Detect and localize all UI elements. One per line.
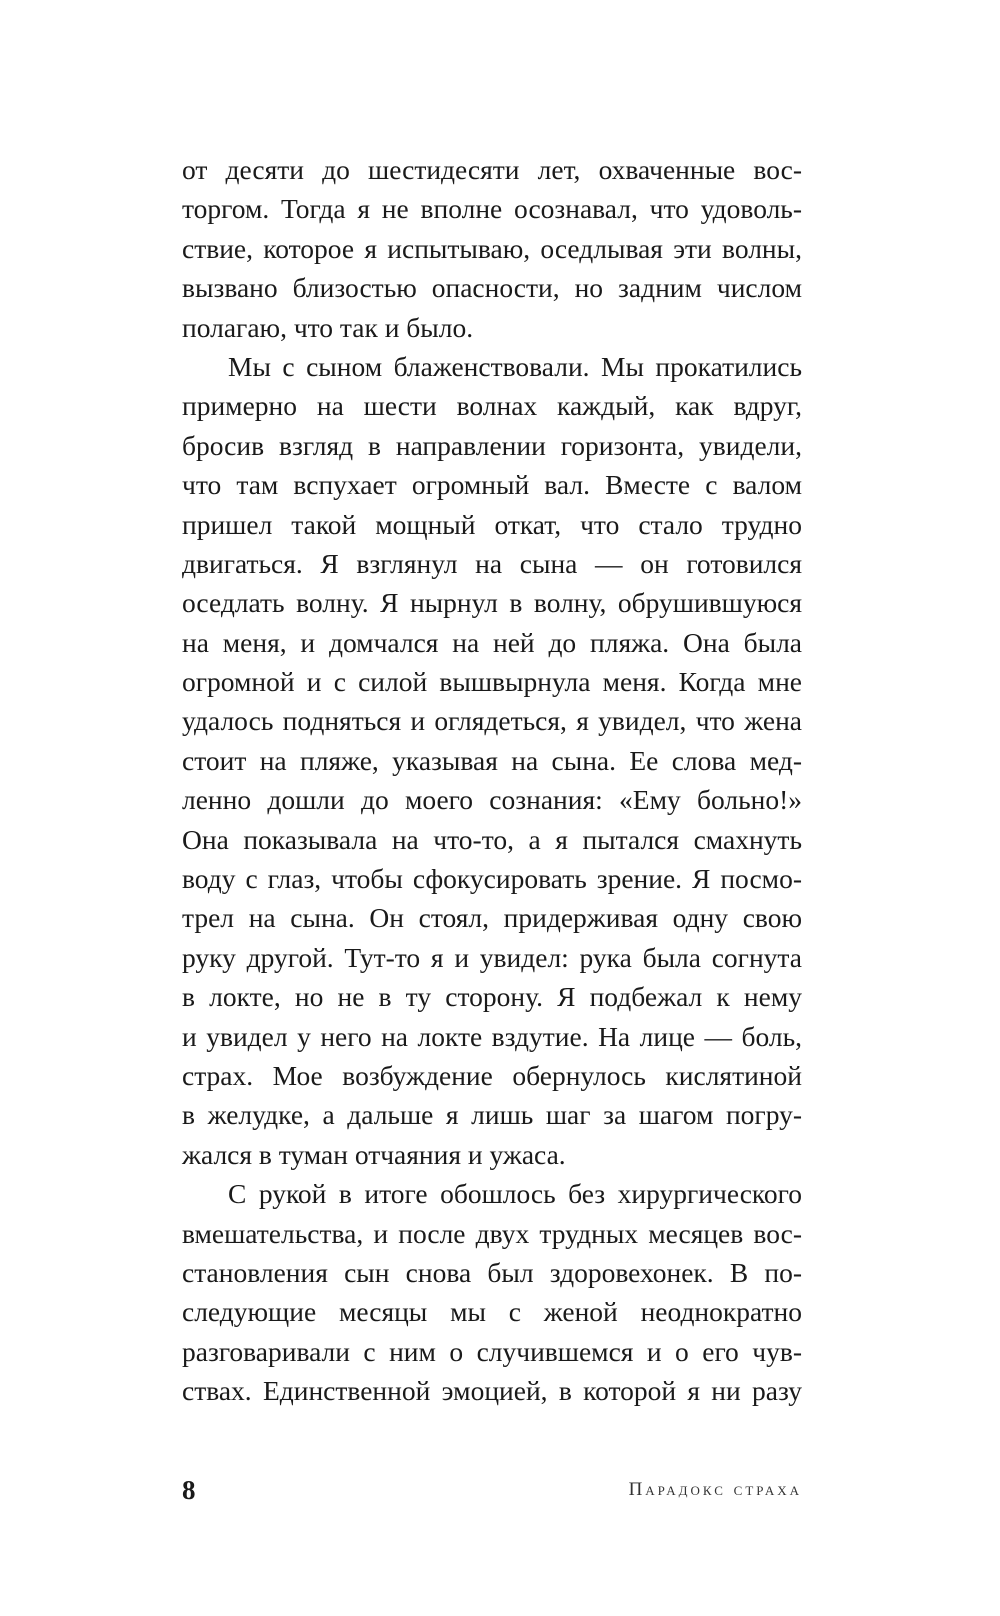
text-line: двигаться. Я взглянул на сына — он готовился [182, 547, 802, 579]
text-line: в желудке, а дальше я лишь шаг за шагом погру- [182, 1099, 802, 1131]
paragraph-first-line: С рукой в итоге обошлось без хирургического [228, 1178, 802, 1210]
text-line: удалось подняться и оглядеться, я увидел, что жена [182, 705, 802, 737]
text-line: торгом. Тогда я не вполне осознавал, что удоволь- [182, 193, 802, 225]
page-footer [182, 1470, 802, 1510]
text-line: на меня, и домчался на ней до пляжа. Она была [182, 626, 802, 658]
text-line: что там вспухает огромный вал. Вместе с валом [182, 469, 802, 501]
text-line: ленно дошли до моего сознания: «Ему больно!» [182, 784, 802, 816]
text-line: примерно на шести волнах каждый, как вдруг, [182, 390, 802, 422]
text-line: руку другой. Тут-то я и увидел: рука была согнута [182, 941, 802, 973]
text-line: страх. Мое возбуждение обернулось кислятиной [182, 1059, 802, 1091]
text-line: ствие, которое я испытываю, оседлывая эти волны, [182, 232, 802, 264]
text-line: трел на сына. Он стоял, придерживая одну свою [182, 902, 802, 934]
text-line: ствах. Единственной эмоцией, в которой я ни разу [182, 1375, 802, 1407]
paragraph-first-line: Мы с сыном блаженствовали. Мы прокатились [228, 350, 802, 382]
text-line: разговаривали с ним о случившемся и о его чув- [182, 1335, 802, 1367]
body-text [182, 150, 802, 1411]
text-line: бросив взгляд в направлении горизонта, увидели, [182, 429, 802, 461]
text-line: оседлать волну. Я нырнул в волну, обрушившуюся [182, 587, 802, 619]
text-line: воду с глаз, чтобы сфокусировать зрение. Я посмо- [182, 863, 802, 895]
text-line: жался в туман отчаяния и ужаса. [182, 1138, 566, 1170]
text-line: и увидел у него на локте вздутие. На лице — боль, [182, 1020, 802, 1052]
text-line: от десяти до шестидесяти лет, охваченные вос- [182, 154, 802, 185]
text-line: становления сын снова был здоровехонек. В по- [182, 1256, 802, 1288]
page-number: 8 [182, 1475, 196, 1505]
text-line: стоит на пляже, указывая на сына. Ее слова мед- [182, 744, 802, 776]
running-title: Парадокс страха [628, 1479, 802, 1500]
text-line: огромной и с силой вышвырнула меня. Когда мне [182, 666, 802, 698]
text-line: вмешательства, и после двух трудных месяцев вос- [182, 1217, 802, 1249]
text-line: пришел такой мощный откат, что стало трудно [182, 508, 802, 540]
text-line: вызвано близостью опасности, но задним числом [182, 272, 802, 304]
text-line: в локте, но не в ту сторону. Я подбежал к нему [182, 981, 802, 1013]
text-line: следующие месяцы мы с женой неоднократно [182, 1296, 802, 1328]
text-line: Она показывала на что-то, а я пытался смахнуть [182, 823, 802, 855]
text-line: полагаю, что так и было. [182, 311, 474, 343]
